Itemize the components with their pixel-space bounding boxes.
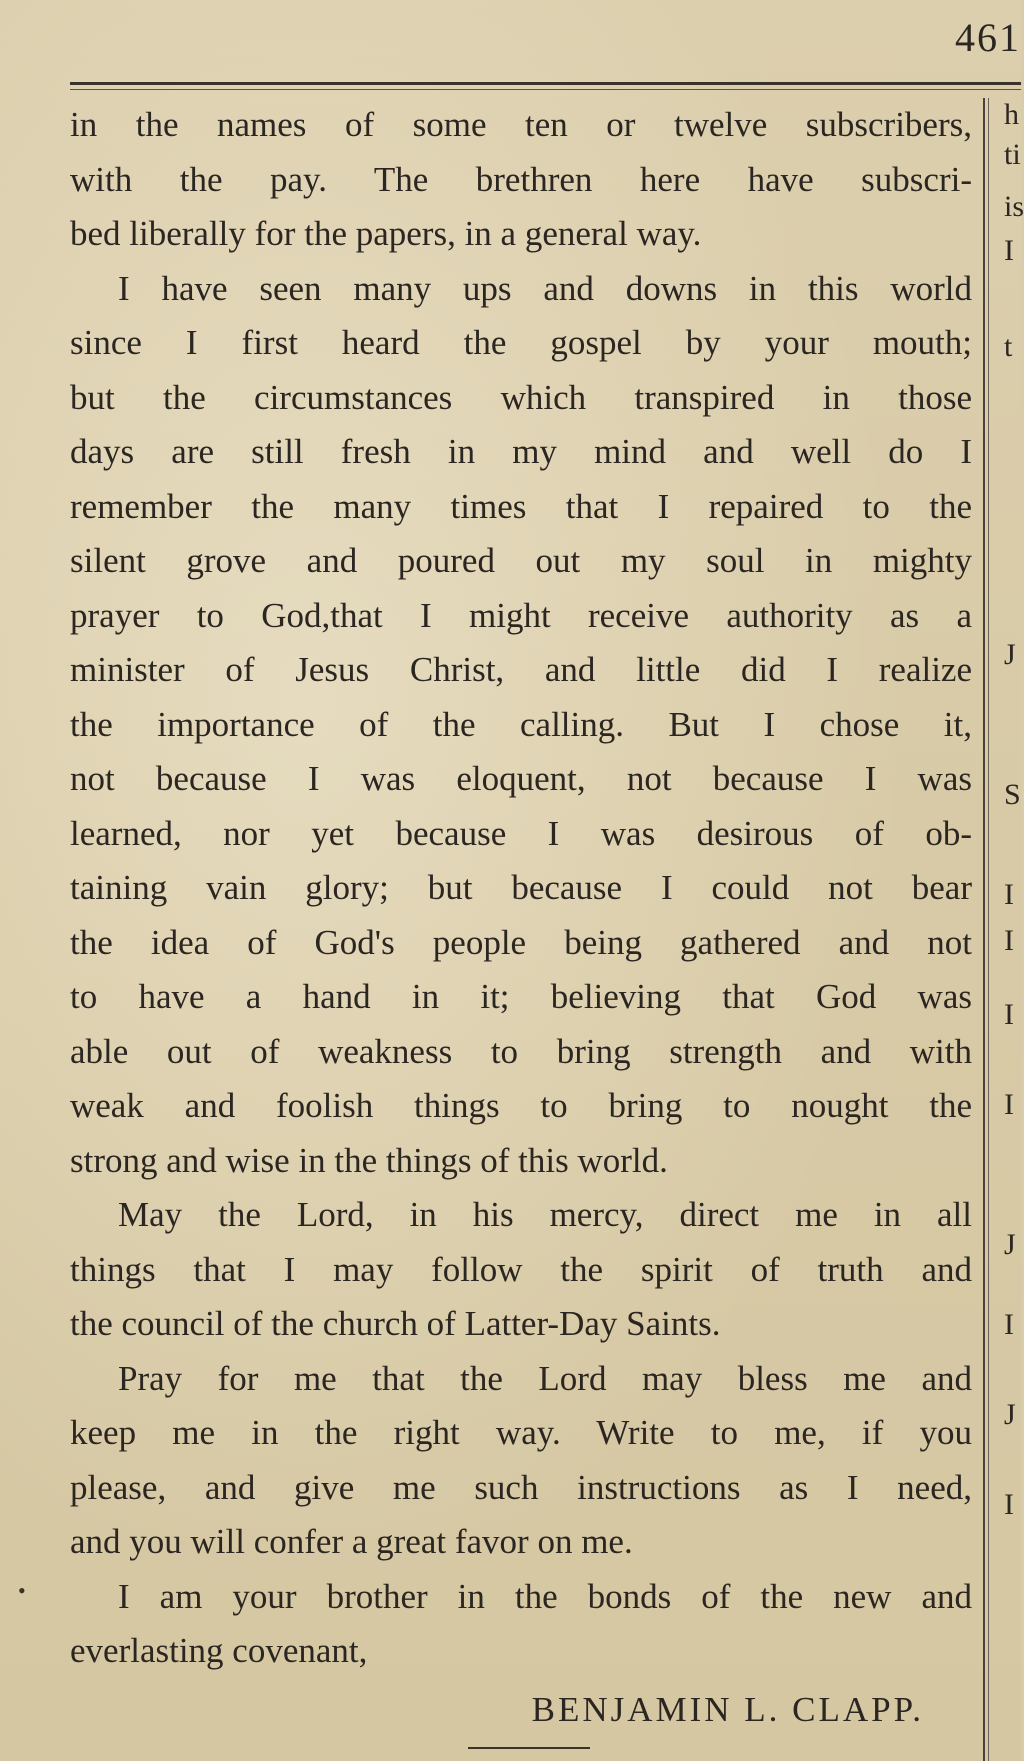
margin-fragment: is xyxy=(1004,190,1024,223)
text-line: the importance of the calling. But I chose it, xyxy=(70,704,972,744)
text-line: to have a hand in it; believing that God was xyxy=(70,977,972,1016)
text-line: days are still fresh in my mind and well do I xyxy=(70,432,972,471)
text-line: weak and foolish things to bring to nought the xyxy=(70,1086,972,1125)
adjacent-column-fragments xyxy=(992,98,1024,1761)
column-divider xyxy=(983,98,985,1761)
text-line: but the circumstances which transpired in those xyxy=(70,377,972,417)
margin-fragment: I xyxy=(1004,998,1014,1031)
column-divider-secondary xyxy=(988,98,989,1761)
margin-fragment: S xyxy=(1004,778,1021,811)
margin-fragment: I xyxy=(1004,1488,1014,1521)
header-rule xyxy=(70,82,1021,85)
margin-fragment: h xyxy=(1004,98,1019,131)
text-line: I am your brother in the bonds of the new and xyxy=(118,1576,972,1616)
margin-fragment: J xyxy=(1004,1398,1016,1431)
text-line: the council of the church of Latter-Day Saints. xyxy=(70,1304,721,1343)
text-line: and you will confer a great favor on me. xyxy=(70,1522,633,1561)
margin-fragment: I xyxy=(1004,924,1014,957)
text-line: please, and give me such instructions as I need, xyxy=(70,1467,972,1507)
text-line: strong and wise in the things of this world. xyxy=(70,1140,668,1180)
margin-fragment: ti xyxy=(1004,138,1021,171)
text-line: everlasting covenant, xyxy=(70,1631,368,1670)
closing-rule xyxy=(468,1747,590,1749)
text-line: minister of Jesus Christ, and little did I realize xyxy=(70,650,972,689)
text-line: the idea of God's people being gathered and not xyxy=(70,922,972,962)
margin-fragment: J xyxy=(1004,1228,1016,1261)
text-line: remember the many times that I repaired to the xyxy=(70,486,972,526)
margin-fragment: I xyxy=(1004,1308,1014,1341)
text-line: silent grove and poured out my soul in mighty xyxy=(70,541,972,580)
text-line: bed liberally for the papers, in a general way. xyxy=(70,214,702,253)
text-line: Pray for me that the Lord may bless me and xyxy=(118,1358,972,1398)
text-line: with the pay. The brethren here have subscri- xyxy=(70,159,972,199)
text-line: May the Lord, in his mercy, direct me in all xyxy=(118,1195,972,1234)
header-rule-thin xyxy=(70,89,1021,90)
text-line: not because I was eloquent, not because I was xyxy=(70,759,972,798)
text-line: I have seen many ups and downs in this world xyxy=(118,268,972,308)
letter-column xyxy=(70,98,972,1741)
margin-fragment: J xyxy=(1004,638,1016,671)
text-line: learned, nor yet because I was desirous of ob- xyxy=(70,813,972,853)
page-number: 461 xyxy=(955,15,1021,60)
text-line: able out of weakness to bring strength and with xyxy=(70,1031,972,1071)
margin-fragment: t xyxy=(1004,330,1013,363)
text-line: since I first heard the gospel by your mouth; xyxy=(70,323,972,362)
text-line: taining vain glory; but because I could not bear xyxy=(70,868,972,907)
text-line: in the names of some ten or twelve subscribers, xyxy=(70,105,972,144)
text-line: things that I may follow the spirit of truth and xyxy=(70,1249,972,1289)
text-line: keep me in the right way. Write to me, if you xyxy=(70,1413,972,1452)
margin-fragment: I xyxy=(1004,1088,1014,1121)
signature: BENJAMIN L. CLAPP. xyxy=(531,1689,924,1729)
ink-speck: • xyxy=(18,1578,26,1603)
margin-fragment: I xyxy=(1004,234,1014,267)
text-line: prayer to God,that I might receive authority as a xyxy=(70,595,972,635)
margin-fragment: I xyxy=(1004,878,1014,911)
